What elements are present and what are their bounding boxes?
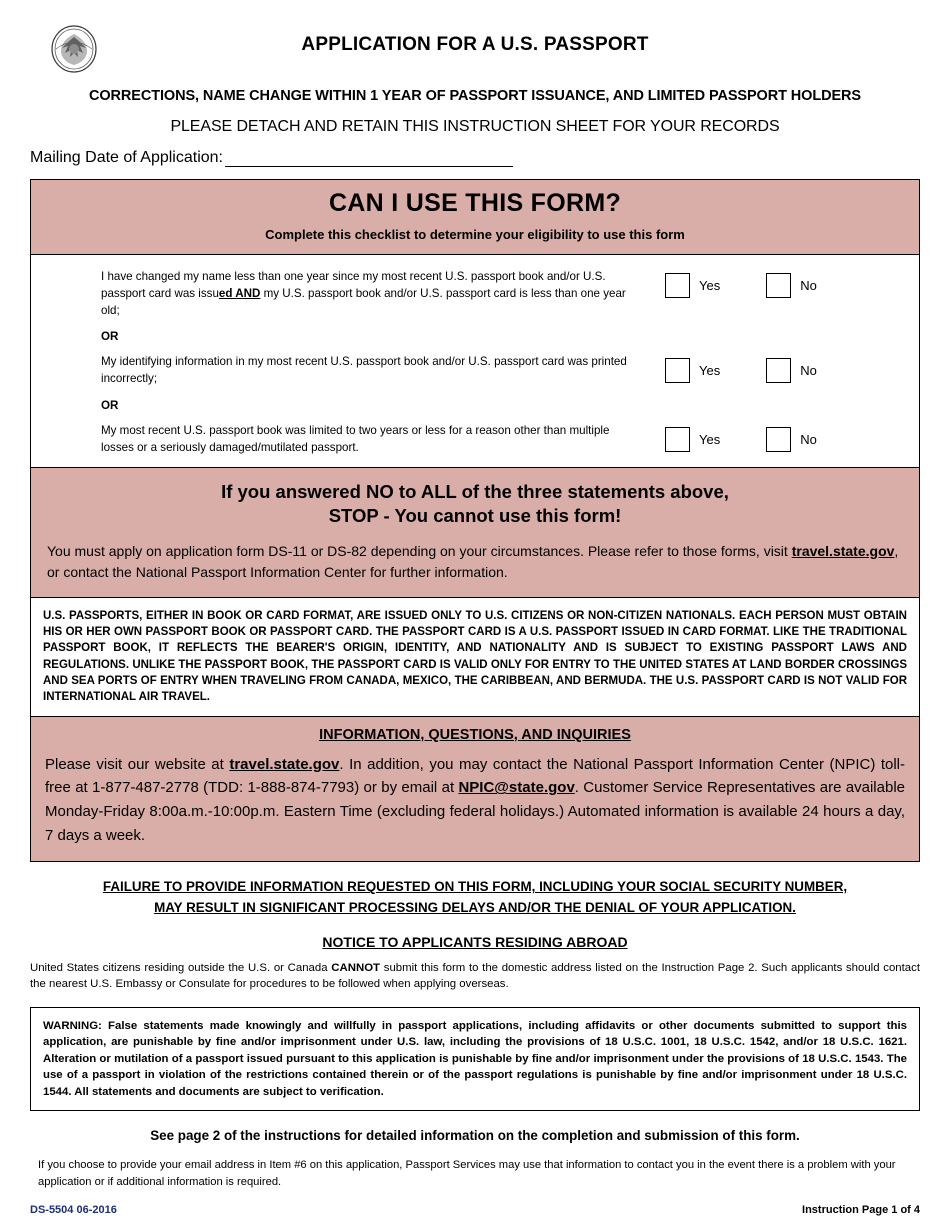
page-number: Instruction Page 1 of 4 — [802, 1204, 920, 1216]
option-no-label: No — [800, 363, 817, 379]
or-separator: OR — [101, 330, 119, 344]
info-part3: . Customer Service Representatives are available Monday-Friday 8:00a.m.-10:00p.m. Eastern Time (excluding federal holidays.) Automated information is available 24 hours a day, 7 days a week. — [45, 779, 905, 844]
information-section-title: INFORMATION, QUESTIONS, AND INQUIRIES — [319, 726, 631, 743]
checklist-item — [31, 423, 919, 457]
mailing-date-label: Mailing Date of Application: — [30, 149, 223, 166]
travel-state-gov-link[interactable]: travel.state.gov — [229, 755, 340, 773]
checklist-item — [31, 269, 919, 319]
info-part1: Please visit our website at — [45, 755, 230, 773]
abroad-part2: submit this form to the domestic address listed on the Instruction Page 2. Such applicants should contact the nearest U.S. Embassy or Consulate for procedures to be followed when applying overseas. — [30, 961, 920, 991]
option-no-label: No — [800, 431, 817, 447]
warning-box — [30, 1007, 920, 1112]
stop-body — [47, 541, 903, 583]
can-use-subtitle: Complete this checklist to determine your eligibility to use this form — [265, 227, 685, 242]
see-page-2-note: See page 2 of the instructions for detailed information on the completion and submission of this form. — [150, 1128, 800, 1144]
checklist-item-text-part1: I have changed my name less than one year since my most recent U.S. passport book and/or U.S. passport card was issu — [101, 270, 606, 300]
checklist-item-text-part2: my U.S. passport book and/or U.S. passport card is less than one year old; — [101, 286, 626, 317]
option-yes-label: Yes — [699, 363, 721, 379]
option-no[interactable] — [766, 427, 817, 452]
checkbox-yes[interactable] — [665, 358, 690, 383]
passport-format-note: U.S. PASSPORTS, EITHER IN BOOK OR CARD FORMAT, ARE ISSUED ONLY TO U.S. CITIZENS OR NON-CITIZEN NATIONALS. EACH PERSON MUST OBTAIN HIS OR HER OWN PASSPORT BOOK OR PASSPORT CARD. THE PASSPORT CARD IS A U.S. PASSPORT ISSUED IN CARD FORMAT. LIKE THE TRADITIONAL PASSPORT BOOK, IT REFLECTS THE BEARER'S ORIGIN, IDENTITY, AND NATIONALITY AND IS SUBJECT TO EXISTING PASSPORT LAWS AND REGULATIONS. UNLIKE THE PASSPORT BOOK, THE PASSPORT CARD IS VALID ONLY FOR ENTRY TO THE UNITED STATES AT LAND BORDER CROSSINGS AND SEA PORTS OF ENTRY WHEN TRAVELING FROM CANADA, MEXICO, THE CARIBBEAN, AND BERMUDA. THE U.S. PASSPORT CARD IS NOT VALID FOR INTERNATIONAL AIR TRAVEL. — [30, 598, 920, 717]
option-yes-label: Yes — [699, 278, 721, 293]
stop-body-part1: You must apply on application form DS-11 or DS-82 depending on your circumstances. Please refer to those forms, visit — [47, 542, 792, 559]
eligibility-checklist — [31, 254, 919, 467]
mailing-date-row — [30, 149, 920, 167]
checkbox-no[interactable] — [766, 427, 791, 452]
option-yes[interactable] — [665, 273, 720, 298]
travel-state-gov-link[interactable]: travel.state.gov — [791, 542, 895, 559]
us-great-seal-icon — [48, 24, 100, 74]
warning-label: WARNING: — [43, 1019, 102, 1032]
option-no-label: No — [800, 278, 817, 293]
checklist-item-text: My most recent U.S. passport book was limited to two years or less for a reason other than multiple losses or a seriously damaged/mutilated passport. — [101, 423, 610, 454]
stop-line-1: If you answered NO to ALL of the three statements above, — [221, 480, 729, 502]
warning-text: False statements made knowingly and willfully in passport applications, including affidavits or other documents submitted to support this application, are punishable by fine and/or imprisonment under U.S. law, including the provisions of 18 U.S.C. 1001, 18 U.S.C. 1542, and/or 18 U.S.C. 1621. Alteration or mutilation of a passport issued pursuant to this application is punishable by fine and/or imprisonment under the provisions of 18 U.S.C. 1543. The use of a passport in violation of the restrictions contained therein or of the passport regulations is punishable by fine and/or imprisonment under 18 U.S.C. 1544. All statements and documents are subject to verification. — [43, 1019, 907, 1098]
abroad-part1: United States citizens residing outside the U.S. or Canada — [30, 961, 332, 974]
checklist-item-options — [665, 269, 905, 298]
info-part2: . In addition, you may contact the National Passport Information Center (NPIC) toll-free at 1-877-487-2778 (TDD: 1-888-874-7793) or by email at — [45, 755, 906, 797]
information-section-body — [45, 753, 905, 848]
mailing-date-input[interactable] — [225, 150, 513, 167]
option-no[interactable] — [766, 273, 817, 298]
checkbox-no[interactable] — [766, 358, 791, 383]
failure-notice-line-1: FAILURE TO PROVIDE INFORMATION REQUESTED ON THIS FORM, INCLUDING YOUR SOCIAL SECURITY NUMBER, — [102, 879, 848, 895]
can-use-header — [31, 180, 919, 254]
checklist-item — [31, 354, 919, 388]
detach-notice: PLEASE DETACH AND RETAIN THIS INSTRUCTION SHEET FOR YOUR RECORDS — [170, 118, 780, 135]
checklist-item-options — [665, 423, 905, 452]
or-separator: OR — [101, 398, 119, 412]
stop-body-part2: , or contact the National Passport Information Center for further information. — [47, 542, 899, 580]
option-yes[interactable] — [665, 427, 720, 452]
option-no[interactable] — [766, 358, 817, 383]
can-use-title: CAN I USE THIS FORM? — [328, 189, 622, 217]
failure-notice — [30, 877, 920, 917]
stop-line-2: STOP - You cannot use this form! — [328, 504, 622, 526]
abroad-notice-body — [30, 960, 920, 993]
option-yes-label: Yes — [699, 431, 721, 447]
checkbox-no[interactable] — [766, 273, 791, 298]
abroad-emphasis: CANNOT — [331, 961, 381, 974]
checkbox-yes[interactable] — [665, 273, 690, 298]
information-questions-inquiries-section — [30, 717, 920, 863]
abroad-notice-title: NOTICE TO APPLICANTS RESIDING ABROAD — [322, 933, 628, 950]
page-title: APPLICATION FOR A U.S. PASSPORT — [301, 34, 649, 55]
npic-email-link[interactable]: NPIC@state.gov — [458, 779, 575, 797]
checklist-item-text — [101, 269, 665, 319]
checkbox-yes[interactable] — [665, 427, 690, 452]
email-usage-note: If you choose to provide your email address in Item #6 on this application, Passport Services may use that information to contact you in the event there is a problem with your application or if additional information is required. — [38, 1159, 896, 1188]
failure-notice-line-2: MAY RESULT IN SIGNIFICANT PROCESSING DELAYS AND/OR THE DENIAL OF YOUR APPLICATION. — [154, 899, 796, 915]
page-subtitle: CORRECTIONS, NAME CHANGE WITHIN 1 YEAR OF PASSPORT ISSUANCE, AND LIMITED PASSPORT HOLDERS — [88, 88, 861, 104]
document-header — [30, 22, 920, 74]
form-id: DS-5504 06-2016 — [30, 1204, 117, 1216]
can-i-use-this-form-section — [30, 179, 920, 598]
checklist-item-options — [665, 354, 905, 383]
stop-notice — [31, 467, 919, 597]
checklist-item-text-emphasis: ed AND — [218, 286, 261, 300]
option-yes[interactable] — [665, 358, 720, 383]
page-footer — [30, 1204, 920, 1216]
checklist-item-text: My identifying information in my most recent U.S. passport book and/or U.S. passport card was printed incorrectly; — [101, 355, 627, 386]
